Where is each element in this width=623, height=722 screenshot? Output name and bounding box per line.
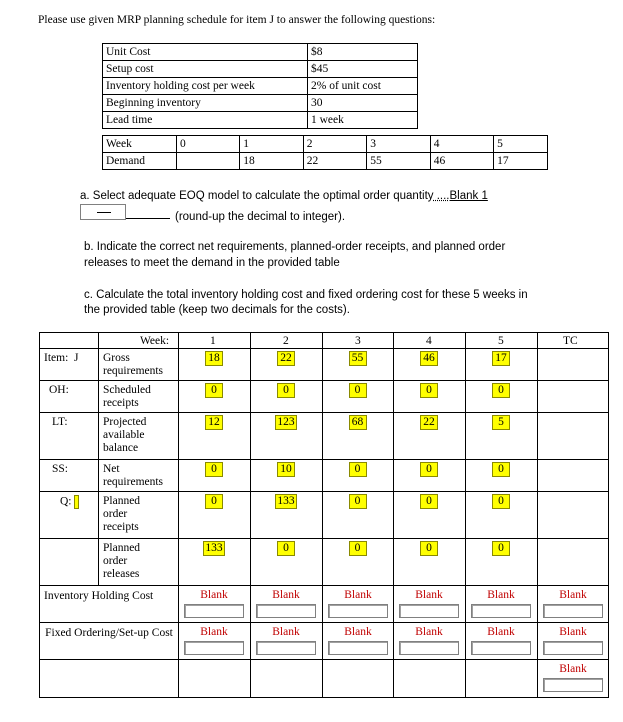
projected-value[interactable]	[178, 415, 250, 430]
answer-field[interactable]: 0	[349, 494, 367, 509]
ordering-cost-blank-label: Blank	[559, 626, 587, 638]
answer-field[interactable]: 5	[492, 415, 510, 430]
dash-icon	[97, 212, 111, 213]
week-header-2: 2	[283, 335, 289, 347]
lt-label: LT:	[52, 416, 68, 428]
answer-field[interactable]: 55	[349, 351, 367, 366]
planned-receipts-label: Planned order receipts	[103, 495, 141, 533]
question-c-line2: the provided table (keep two decimals for the costs).	[84, 304, 350, 316]
planned-receipts-value[interactable]	[178, 494, 250, 509]
ss-label: SS:	[52, 463, 68, 475]
week-row	[103, 136, 548, 153]
demand-cell: 55	[367, 153, 430, 170]
answer-underline	[126, 218, 170, 219]
ordering-cost-blank-label: Blank	[487, 626, 515, 638]
ordering-cost-blank-input[interactable]	[328, 641, 388, 655]
holding-cost-blank-input[interactable]	[471, 604, 531, 618]
ordering-cost-blank-label: Blank	[344, 626, 372, 638]
holding-cost-blank-label: Blank	[415, 589, 443, 601]
holding-cost-blank-input[interactable]	[184, 604, 244, 618]
net-value[interactable]	[465, 462, 537, 477]
week-header-4: 4	[426, 335, 432, 347]
holding-cost-blank-input[interactable]	[256, 604, 316, 618]
planned-receipts-value[interactable]	[393, 494, 465, 509]
question-a-line2: (round-up the decimal to integer).	[175, 211, 346, 223]
answer-field[interactable]: 17	[492, 351, 510, 366]
planned-releases-value[interactable]	[465, 541, 537, 556]
demand-cell: 17	[494, 153, 548, 170]
holding-cost-blank-label: Blank	[272, 589, 300, 601]
param-row	[103, 112, 418, 129]
param-label: Beginning inventory	[103, 95, 308, 112]
answer-field[interactable]: 10	[277, 462, 295, 477]
answer-field[interactable]: 22	[420, 415, 438, 430]
param-label: Unit Cost	[103, 44, 308, 61]
projected-value[interactable]	[465, 415, 537, 430]
param-value: $8	[308, 44, 418, 61]
holding-cost-blank-input[interactable]	[543, 604, 603, 618]
demand-cell: 46	[430, 153, 493, 170]
demand-table	[102, 135, 548, 170]
week-header-label: Week:	[140, 335, 170, 347]
gross-value[interactable]	[250, 351, 322, 366]
answer-field[interactable]: 0	[205, 494, 223, 509]
holding-cost-blank-label: Blank	[559, 589, 587, 601]
param-row	[103, 95, 418, 112]
question-a-line1: a. Select adequate EOQ model to calculate the optimal order quantity ....Blank 1	[80, 190, 488, 202]
planned-releases-value[interactable]	[393, 541, 465, 556]
week-header-5: 5	[498, 335, 504, 347]
scheduled-receipts-label: Scheduled receipts	[103, 384, 151, 409]
answer-field[interactable]: 0	[492, 383, 510, 398]
ordering-cost-blank-input[interactable]	[471, 641, 531, 655]
answer-field[interactable]: 0	[492, 462, 510, 477]
param-label: Setup cost	[103, 61, 308, 78]
holding-cost-blank-input[interactable]	[328, 604, 388, 618]
planned-releases-value[interactable]	[178, 541, 250, 556]
answer-field[interactable]: 133	[277, 495, 295, 507]
scheduled-value[interactable]	[250, 383, 322, 398]
net-value[interactable]	[322, 462, 393, 477]
oh-label: OH:	[49, 384, 69, 396]
scheduled-value[interactable]	[393, 383, 465, 398]
param-row	[103, 78, 418, 95]
week-header-3: 3	[355, 335, 361, 347]
demand-cell	[177, 153, 240, 170]
holding-cost-blank-label: Blank	[344, 589, 372, 601]
answer-field[interactable]: 22	[277, 351, 295, 366]
question-c-line1: c. Calculate the total inventory holding cost and fixed ordering cost for these 5 weeks in	[84, 289, 528, 301]
planned-releases-label: Planned order releases	[103, 542, 141, 580]
ordering-cost-blank-label: Blank	[272, 626, 300, 638]
ordering-cost-blank-label: Blank	[200, 626, 228, 638]
answer-field[interactable]: 0	[492, 541, 510, 556]
planned-releases-value[interactable]	[322, 541, 393, 556]
param-row	[103, 44, 418, 61]
projected-value[interactable]	[322, 415, 393, 430]
answer-field[interactable]: 0	[277, 383, 295, 398]
planned-releases-value[interactable]	[250, 541, 322, 556]
net-value[interactable]	[250, 462, 322, 477]
answer-field[interactable]: 0	[205, 383, 223, 398]
ordering-cost-blank-input[interactable]	[543, 641, 603, 655]
blank-1-link[interactable]: Blank 1	[449, 190, 488, 202]
param-label: Lead time	[103, 112, 308, 129]
answer-field[interactable]: 0	[420, 462, 438, 477]
answer-field[interactable]: 0	[420, 494, 438, 509]
ordering-cost-blank-label: Blank	[415, 626, 443, 638]
answer-field[interactable]: 68	[349, 415, 367, 430]
projected-value[interactable]	[250, 415, 322, 430]
demand-cell: 18	[240, 153, 303, 170]
week-cell: 2	[303, 136, 366, 153]
parameter-table	[102, 43, 418, 129]
gross-requirements-label: Gross requirements	[103, 352, 164, 377]
holding-cost-label: Inventory Holding Cost	[44, 590, 154, 602]
week-cell: 0	[177, 136, 240, 153]
ordering-cost-label: Fixed Ordering/Set-up Cost	[45, 627, 173, 639]
q-input[interactable]	[74, 495, 79, 509]
week-cell: 3	[367, 136, 430, 153]
holding-cost-blank-label: Blank	[200, 589, 228, 601]
answer-field[interactable]: 123	[277, 416, 295, 428]
planned-receipts-value[interactable]	[465, 494, 537, 509]
intro-text: Please use given MRP planning schedule for item J to answer the following questions:	[38, 14, 436, 26]
param-value: $45	[308, 61, 418, 78]
blank-1-input[interactable]	[80, 204, 126, 220]
question-b-line2: releases to meet the demand in the provided table	[84, 257, 340, 269]
holding-cost-blank-label: Blank	[487, 589, 515, 601]
net-value[interactable]	[393, 462, 465, 477]
ordering-cost-blank-input[interactable]	[184, 641, 244, 655]
net-requirements-label: Net requirements	[103, 463, 164, 488]
param-value: 2% of unit cost	[308, 78, 418, 95]
param-row	[103, 61, 418, 78]
week-cell: 5	[494, 136, 548, 153]
week-cell: 1	[240, 136, 303, 153]
projected-value[interactable]	[393, 415, 465, 430]
scheduled-value[interactable]	[465, 383, 537, 398]
gross-value[interactable]	[393, 351, 465, 366]
param-label: Inventory holding cost per week	[103, 78, 308, 95]
projected-balance-label: Projected available balance	[103, 416, 147, 454]
answer-field[interactable]: 0	[420, 383, 438, 398]
param-value: 1 week	[308, 112, 418, 129]
gross-value[interactable]	[178, 351, 250, 366]
answer-field[interactable]: 0	[349, 383, 367, 398]
planned-receipts-value[interactable]	[322, 494, 393, 509]
answer-field[interactable]: 0	[420, 541, 438, 556]
holding-cost-blank-input[interactable]	[399, 604, 459, 618]
total-cost-blank-label: Blank	[559, 663, 587, 675]
total-cost-blank-input[interactable]	[543, 678, 603, 692]
demand-label: Demand	[103, 153, 177, 170]
week-header-1: 1	[210, 335, 216, 347]
demand-cell: 22	[303, 153, 366, 170]
ordering-cost-blank-input[interactable]	[399, 641, 459, 655]
demand-row	[103, 153, 548, 170]
answer-field[interactable]: 0	[492, 494, 510, 509]
scheduled-value[interactable]	[178, 383, 250, 398]
answer-field[interactable]: 0	[277, 541, 295, 556]
week-cell: 4	[430, 136, 493, 153]
answer-field[interactable]: 0	[349, 462, 367, 477]
tc-header: TC	[563, 335, 578, 347]
week-label: Week	[103, 136, 177, 153]
question-b-line1: b. Indicate the correct net requirements, planned-order receipts, and planned order	[84, 241, 506, 253]
ordering-cost-blank-input[interactable]	[256, 641, 316, 655]
answer-field[interactable]: 0	[205, 462, 223, 477]
answer-field[interactable]: 46	[420, 351, 438, 366]
net-value[interactable]	[178, 462, 250, 477]
answer-field[interactable]: 12	[205, 415, 223, 430]
scheduled-value[interactable]	[322, 383, 393, 398]
gross-value[interactable]	[322, 351, 393, 366]
gross-value[interactable]	[465, 351, 537, 366]
item-label: Item: J	[44, 352, 79, 364]
q-label: Q:	[60, 495, 79, 509]
planned-receipts-value[interactable]	[250, 494, 322, 509]
param-value: 30	[308, 95, 418, 112]
answer-field[interactable]: 0	[349, 541, 367, 556]
answer-field[interactable]: 18	[205, 351, 223, 366]
answer-field[interactable]: 133	[205, 542, 223, 554]
